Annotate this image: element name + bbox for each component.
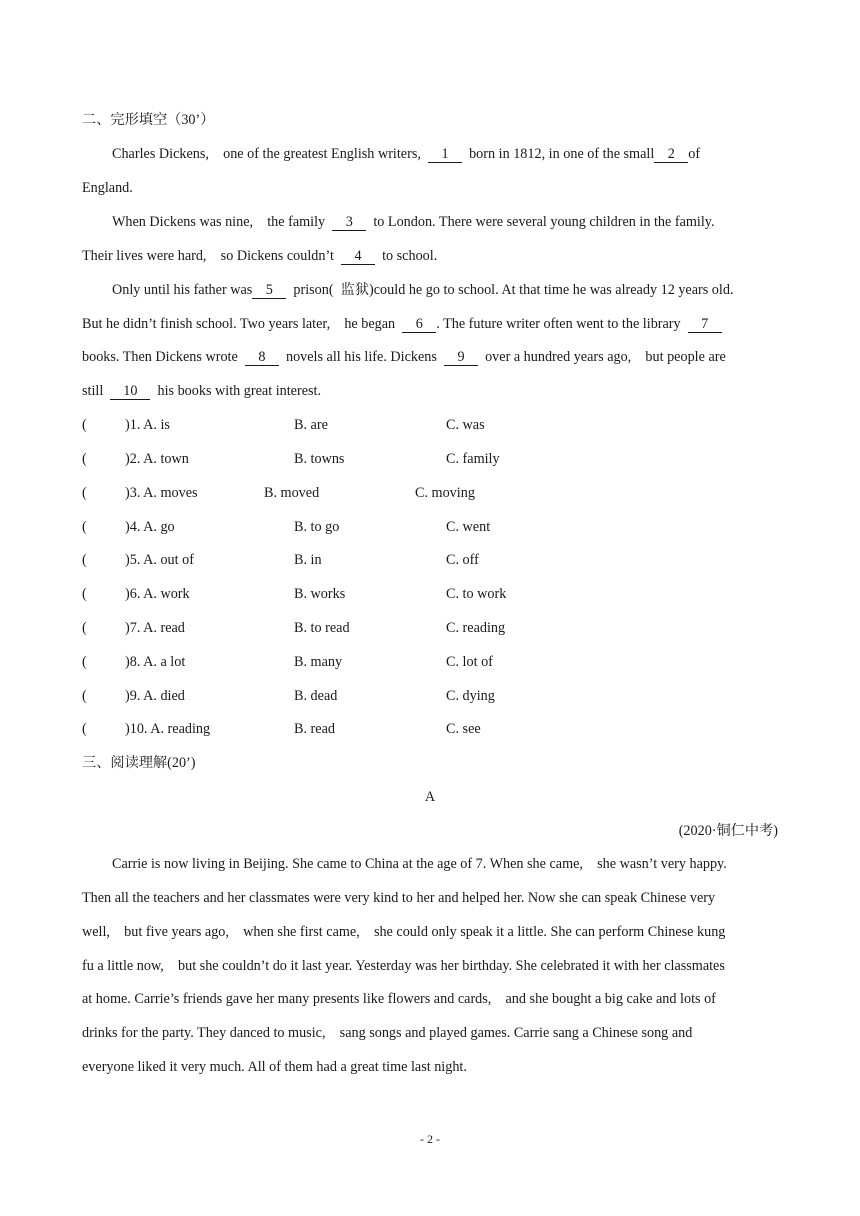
cloze-paragraph-2-line-2: Their lives were hard, so Dickens couldn’t 4 to school. (82, 248, 438, 264)
option-a: )5. A. out of (125, 552, 194, 568)
option-a: )8. A. a lot (125, 654, 186, 670)
passage-line: Then all the teachers and her classmates were very kind to her and helped her. Now she can speak Chinese very (82, 890, 716, 906)
option-a: )9. A. died (125, 688, 185, 704)
option-b: B. are (294, 417, 328, 433)
option-c: C. off (446, 552, 479, 568)
cloze-paragraph-3-line-2: But he didn’t finish school. Two years later, he began 6 . The future writer often went to the library 7 (82, 315, 722, 333)
section-2-title: 二、完形填空（30’） (82, 112, 215, 128)
option-b: B. read (294, 721, 335, 737)
question-row (0, 619, 860, 637)
option-c: C. see (446, 721, 481, 737)
cloze-paragraph-1-line-2: England. (82, 180, 133, 196)
blank-5: 5 (252, 283, 286, 299)
option-c: C. was (446, 417, 485, 433)
blank-6: 6 (402, 317, 436, 333)
passage-line: everyone liked it very much. All of them had a great time last night. (82, 1059, 467, 1075)
answer-paren: ( (82, 519, 87, 535)
blank-3: 3 (332, 215, 366, 231)
option-c: C. family (446, 451, 500, 467)
blank-4: 4 (341, 249, 375, 265)
passage-source: (2020·铜仁中考) (678, 823, 778, 839)
option-a: )2. A. town (125, 451, 189, 467)
question-row (0, 720, 860, 738)
question-row (0, 450, 860, 468)
question-row (0, 585, 860, 603)
cloze-paragraph-3-line-3: books. Then Dickens wrote 8 novels all his life. Dickens 9 over a hundred years ago, but people are (82, 349, 726, 365)
passage-line: well, but five years ago, when she first came, she could only speak it a little. She can perform Chinese kung (82, 924, 726, 940)
cloze-paragraph-2-line-1: When Dickens was nine, the family 3 to London. There were several young children in the family. (112, 214, 715, 230)
option-a: )10. A. reading (125, 721, 211, 737)
option-a: )6. A. work (125, 586, 190, 602)
option-c: C. moving (415, 485, 475, 501)
question-row (0, 518, 860, 536)
answer-paren: ( (82, 654, 87, 670)
answer-paren: ( (82, 586, 87, 602)
cloze-paragraph-3-line-4: still 10 his books with great interest. (82, 383, 322, 399)
answer-paren: ( (82, 417, 87, 433)
blank-9: 9 (444, 350, 478, 366)
passage-line: drinks for the party. They danced to music, sang songs and played games. Carrie sang a Chinese song and (82, 1025, 693, 1041)
passage-line: at home. Carrie’s friends gave her many presents like flowers and cards, and she bought a big cake and lots of (82, 991, 716, 1007)
question-row (0, 416, 860, 434)
option-a: )7. A. read (125, 620, 185, 636)
answer-paren: ( (82, 721, 87, 737)
passage-label: A (424, 789, 436, 805)
page-number: - 2 - (420, 1132, 440, 1146)
answer-paren: ( (82, 552, 87, 568)
option-a: )1. A. is (125, 417, 170, 433)
answer-paren: ( (82, 688, 87, 704)
option-a: )3. A. moves (125, 485, 198, 501)
blank-7: 7 (688, 317, 722, 333)
option-b: B. many (294, 654, 343, 670)
option-b: B. towns (294, 451, 345, 467)
blank-1: 1 (428, 147, 462, 163)
answer-paren: ( (82, 485, 87, 501)
option-b: B. dead (294, 688, 338, 704)
answer-paren: ( (82, 451, 87, 467)
cloze-paragraph-3-line-1: Only until his father was 5 prison( 监狱)could he go to school. At that time he was already 12 years old. (112, 282, 734, 298)
option-b: B. works (294, 586, 346, 602)
passage-line: fu a little now, but she couldn’t do it last year. Yesterday was her birthday. She celebrated it with her classmates (82, 958, 725, 974)
cloze-paragraph-1-line-1: Charles Dickens, one of the greatest English writers, 1 born in 1812, in one of the small 2 of (112, 146, 701, 162)
option-c: C. lot of (446, 654, 493, 670)
question-row (0, 653, 860, 671)
option-b: B. to go (294, 519, 340, 535)
passage-line: Carrie is now living in Beijing. She came to China at the age of 7. When she came, she wasn’t very happy. (112, 856, 727, 872)
option-a: )4. A. go (125, 519, 175, 535)
option-b: B. to read (294, 620, 350, 636)
blank-8: 8 (245, 350, 279, 366)
question-row (0, 687, 860, 705)
blank-2: 2 (654, 147, 688, 163)
option-c: C. reading (446, 620, 506, 636)
question-row (0, 551, 860, 569)
answer-paren: ( (82, 620, 87, 636)
question-row (0, 484, 860, 502)
option-b: B. moved (264, 485, 320, 501)
option-c: C. went (446, 519, 491, 535)
blank-10: 10 (110, 384, 150, 400)
section-3-title: 三、阅读理解(20’) (82, 755, 196, 771)
option-c: C. to work (446, 586, 507, 602)
option-c: C. dying (446, 688, 495, 704)
option-b: B. in (294, 552, 322, 568)
